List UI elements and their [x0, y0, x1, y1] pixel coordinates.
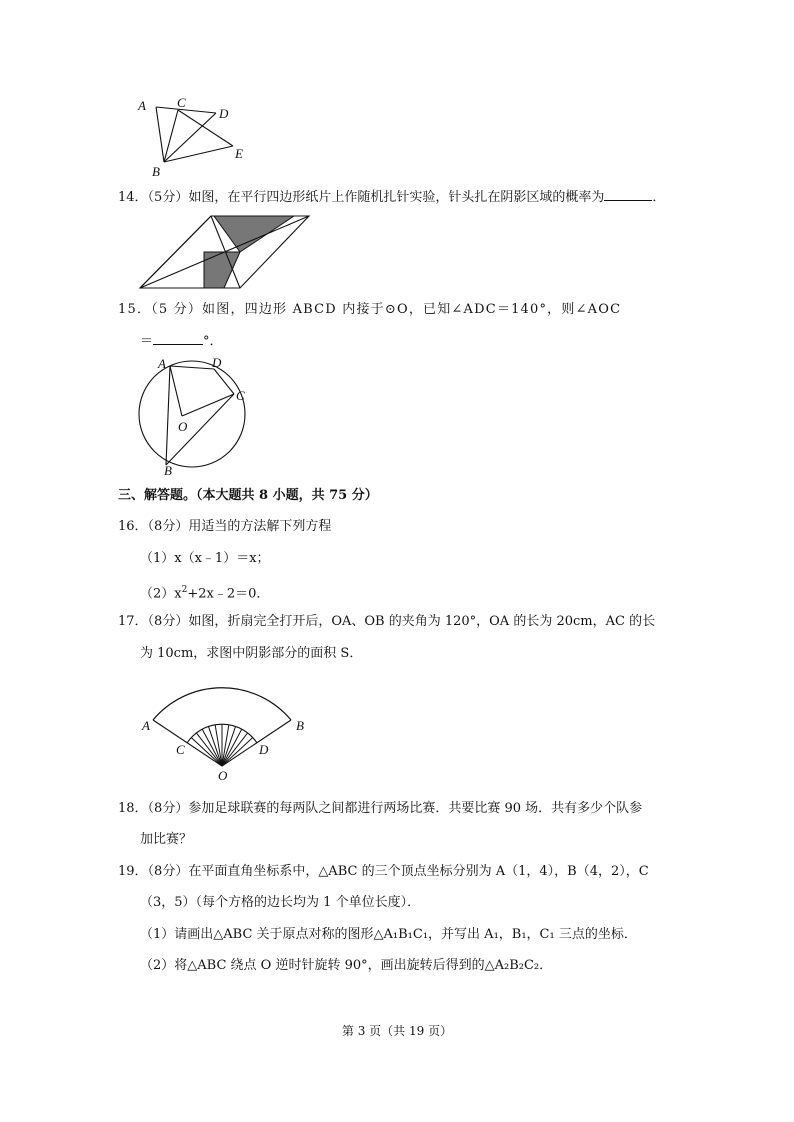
question-19-part-1: （1）请画出△ABC 关于原点对称的图形△A₁B₁C₁，并写出 A₁，B₁，C₁ 三点的坐标． — [140, 927, 637, 942]
fan-rib — [222, 733, 248, 766]
label-a: A — [138, 98, 146, 113]
q14-number: 14． — [118, 190, 148, 205]
seg-dc — [214, 369, 234, 394]
label-a: A — [158, 356, 166, 371]
figure-q13 — [130, 92, 270, 182]
question-18-line-1: 18．（8分）参加足球联赛的每两队之间都进行两场比赛．共要比赛 90 场．共有多少个队参 — [118, 801, 643, 816]
label-c: C — [177, 95, 186, 110]
shaded-region-bottom — [204, 252, 240, 288]
q14-text: （5分）如图，在平行四边形纸片上作随机扎针实验，针头扎在阴影区域的概率为 — [147, 190, 605, 205]
seg-ad — [170, 366, 214, 369]
question-16-part-1: （1）x（x﹣1）＝x； — [140, 551, 270, 566]
q14-answer-blank — [604, 188, 652, 201]
label-c: C — [236, 388, 245, 403]
seg-ab — [156, 107, 164, 162]
outer-arc — [153, 688, 291, 720]
seg-bc — [164, 110, 178, 162]
label-o: O — [218, 768, 228, 783]
side-line — [140, 216, 211, 288]
seg-ab — [166, 366, 170, 465]
question-18-line-2: 加比赛？ — [140, 832, 193, 847]
question-19-part-2: （2）将△ABC 绕点 O 逆时针旋转 90°，画出旋转后得到的△A₂B₂C₂． — [140, 958, 553, 973]
label-b: B — [152, 164, 160, 179]
q16-p2-exponent: 2 — [181, 585, 188, 595]
label-b: B — [296, 718, 304, 733]
label-d: D — [259, 742, 269, 757]
question-16-head: 16．（8分）用适当的方法解下列方程 — [118, 519, 332, 534]
q15-degree: °． — [203, 334, 223, 349]
q16-p2-post: +2x﹣2＝0． — [187, 586, 270, 602]
question-17-line-2: 为 10cm，求图中阴影部分的面积 S． — [140, 646, 363, 661]
question-16-part-2 — [140, 581, 269, 603]
shaded-region-top — [214, 216, 294, 252]
label-a: A — [142, 718, 150, 733]
question-15-line-2 — [140, 332, 223, 351]
section-3-title: 三、解答题。（本大题共 8 小题，共 75 分） — [118, 488, 378, 503]
page-footer: 第 3 页（共 19 页） — [341, 1024, 453, 1038]
seg-ao — [170, 366, 182, 416]
q15-equals: ＝ — [140, 334, 154, 349]
label-d: D — [212, 356, 222, 370]
question-14 — [118, 188, 665, 207]
label-o: O — [178, 419, 188, 434]
q16-p2-pre: （2）x — [140, 586, 182, 602]
q14-end: ． — [652, 190, 666, 205]
circle-o — [139, 361, 245, 467]
label-b: B — [164, 463, 172, 478]
seg-be — [164, 146, 233, 162]
seg-bd — [164, 113, 216, 162]
fan-rib — [196, 733, 222, 766]
figure-q14-parallelogram — [136, 212, 316, 292]
figure-q17-fan — [136, 674, 316, 784]
question-19-line-2: （3，5）（每个方格的边长均为 1 个单位长度）． — [140, 895, 421, 910]
label-e: E — [235, 146, 243, 161]
question-15-line-1: 15．（5 分）如图，四边形 ABCD 内接于⊙O，已知∠ADC＝140°，则∠AOC — [118, 302, 622, 317]
seg-oc — [182, 394, 234, 416]
figure-q15-circle — [130, 356, 260, 478]
question-19-line-1: 19．（8分）在平面直角坐标系中，△ABC 的三个顶点坐标分别为 A（1，4），B（4，2），C — [118, 864, 649, 879]
label-c: C — [176, 742, 185, 757]
seg-ac — [156, 107, 216, 113]
label-d: D — [219, 106, 229, 121]
q15-answer-blank — [153, 332, 203, 345]
seg-bc — [166, 394, 234, 465]
question-17-line-1: 17．（8分）如图，折扇完全打开后，OA、OB 的夹角为 120°，OA 的长为 20cm，AC 的长 — [118, 614, 656, 629]
